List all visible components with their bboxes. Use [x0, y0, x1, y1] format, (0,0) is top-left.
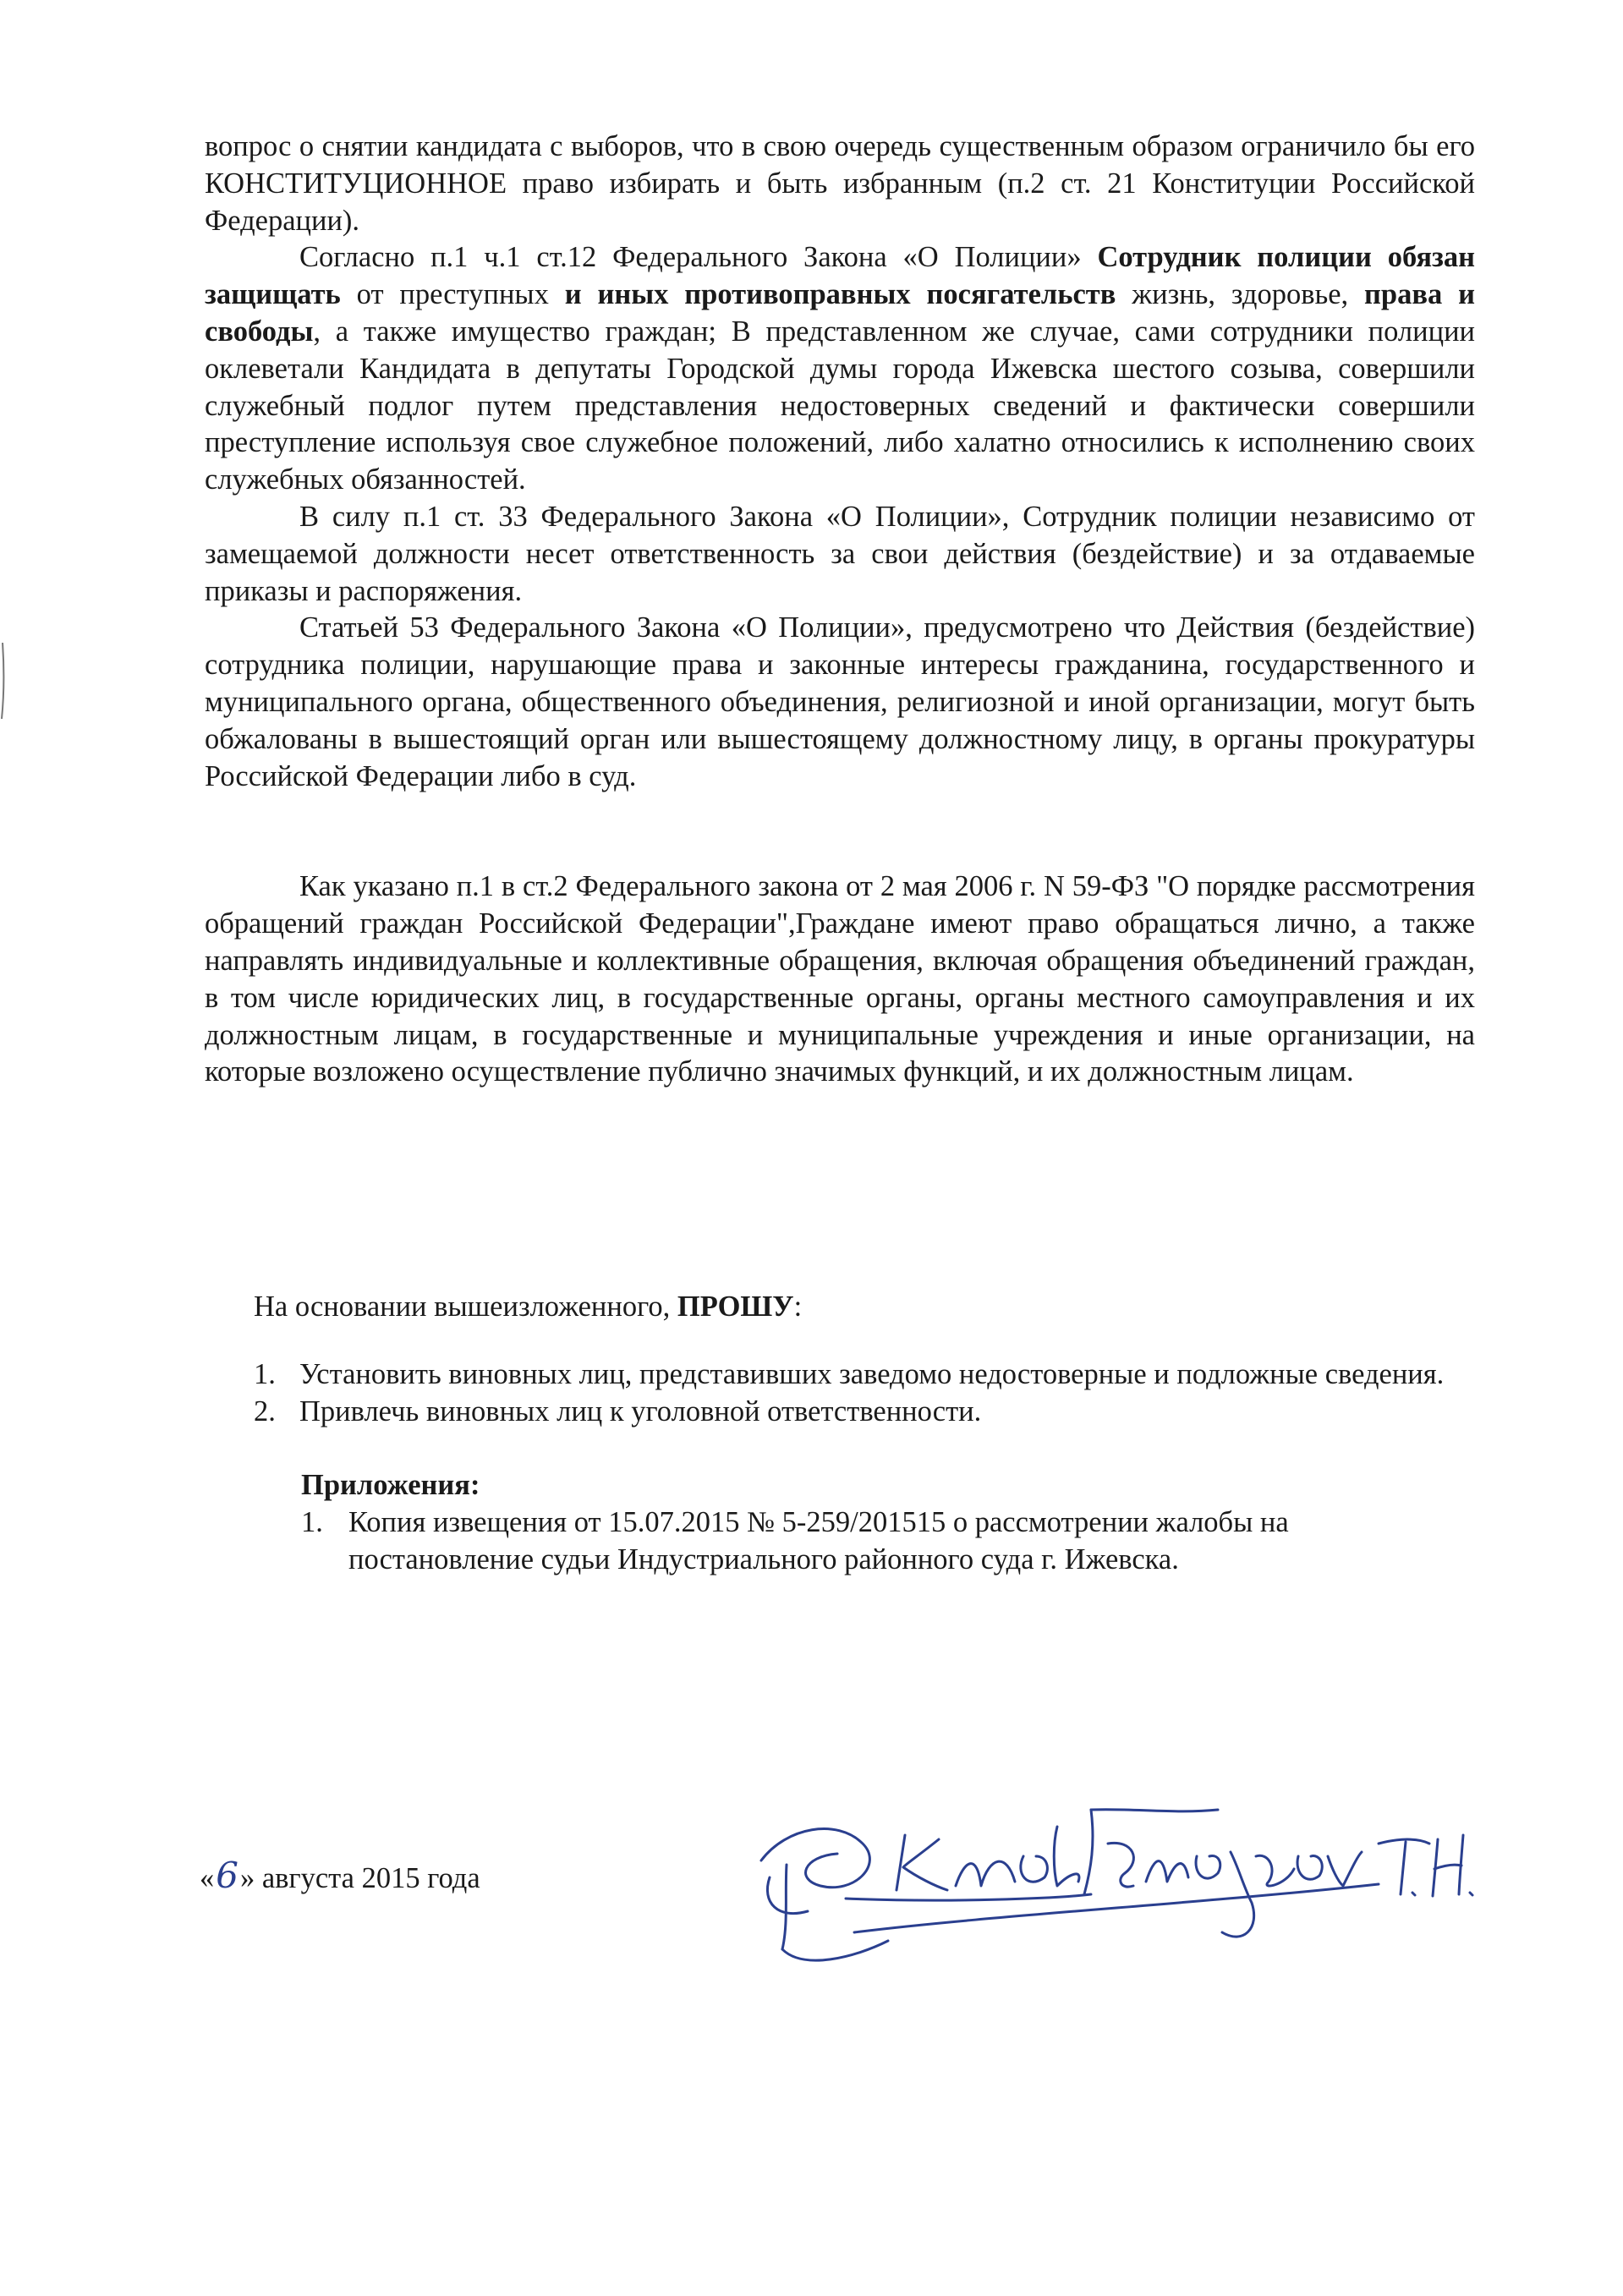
bold-fragment: Сотрудник полиции обязан защищать: [205, 241, 1476, 311]
paragraph-police-duties: [205, 239, 1475, 499]
list-text: Установить виновных лиц, представивших заведомо недостоверные и подложные сведения.: [299, 1357, 1445, 1390]
text-fragment: от преступных: [340, 278, 565, 311]
paragraph-article-53: Статьей 53 Федерального Закона «О Полиции», предусмотрено что Действия (бездействие) сотрудника полиции, нарушающие права и законные интересы гражданина, государственного и муниципального органа, общественного объединения, религиозной и иной организации, могут быть обжалованы в вышестоящий орган или вышестоящему должностному лицу, в органы прокуратуры Российской Федерации либо в суд.: [205, 611, 1475, 792]
list-text: Копия извещения от 15.07.2015 № 5-259/201515 о рассмотрении жалобы на постановление судьи Индустриального районного суда г. Ижевска.: [348, 1506, 1289, 1575]
attachment-item: [301, 1504, 1480, 1579]
request-item: [254, 1356, 1480, 1394]
text-fragment: жизнь, здоровье,: [1116, 278, 1365, 311]
text-fragment: , а также имущество граждан; В представленном же случае, сами сотрудники полиции оклеветали Кандидата в депутаты Городской думы города Ижевска шестого созыва, совершили служебный подлог путем представления недостоверных сведений и фактически совершили преступление используя свое служебное положений, либо халатно относились к исполнению своих служебных обязанностей.: [205, 315, 1475, 496]
request-section: [254, 1289, 1480, 1579]
request-intro-text: На основании вышеизложенного,: [254, 1290, 677, 1323]
body-text: [205, 129, 1475, 1091]
paragraph-constitution: вопрос о снятии кандидата с выборов, что в свою очередь существенным образом ограничило бы его КОНСТИТУЦИОННОЕ право избирать и быть избранным (п.2 ст. 21 Конституции Российской Федерации).: [205, 130, 1475, 237]
request-colon: :: [793, 1290, 803, 1323]
list-text: Привлечь виновных лиц к уголовной ответственности.: [299, 1395, 982, 1427]
date-month-year: » августа 2015 года: [239, 1862, 480, 1894]
bold-fragment: и иных противоправных посягательств: [564, 278, 1116, 311]
request-item: [254, 1394, 1480, 1431]
date-quote-open: «: [200, 1862, 215, 1894]
scan-edge-mark: [0, 643, 5, 719]
bold-fragment: права и свободы: [205, 278, 1475, 348]
date-day-handwritten: 6: [216, 1855, 239, 1896]
text-fragment: Согласно п.1 ч.1 ст.12 Федерального Закона «О Полиции»: [299, 241, 1098, 274]
list-number: 2.: [254, 1395, 276, 1427]
attachments-title: Приложения:: [301, 1469, 480, 1502]
request-intro: [254, 1289, 1480, 1326]
spacer: [205, 795, 1475, 832]
list-number: 1.: [301, 1506, 323, 1539]
document-date: [200, 1857, 480, 1897]
attachments-section: [301, 1467, 1480, 1578]
list-number: 1.: [254, 1357, 276, 1390]
handwritten-signature: [736, 1776, 1514, 1979]
paragraph-federal-law-59: Как указано п.1 в ст.2 Федерального закона от 2 мая 2006 г. N 59-ФЗ "О порядке рассмотрения обращений граждан Российской Федерации",Граждане имеют право обращаться лично, а также направлять индивидуальные и коллективные обращения, включая обращения объединений граждан, в том числе юридических лиц, в государственные органы, органы местного самоуправления и их должностным лицам, в государственные и муниципальные учреждения и иные организации, на которые возложено осуществление публично значимых функций, и их должностным лицам.: [205, 870, 1475, 1088]
request-keyword: ПРОШУ: [677, 1290, 794, 1323]
paragraph-article-33: В силу п.1 ст. 33 Федерального Закона «О Полиции», Сотрудник полиции независимо от замещаемой должности несет ответственность за свои действия (бездействие) и за отдаваемые приказы и распоряжения.: [205, 500, 1475, 607]
request-list: [254, 1356, 1480, 1431]
